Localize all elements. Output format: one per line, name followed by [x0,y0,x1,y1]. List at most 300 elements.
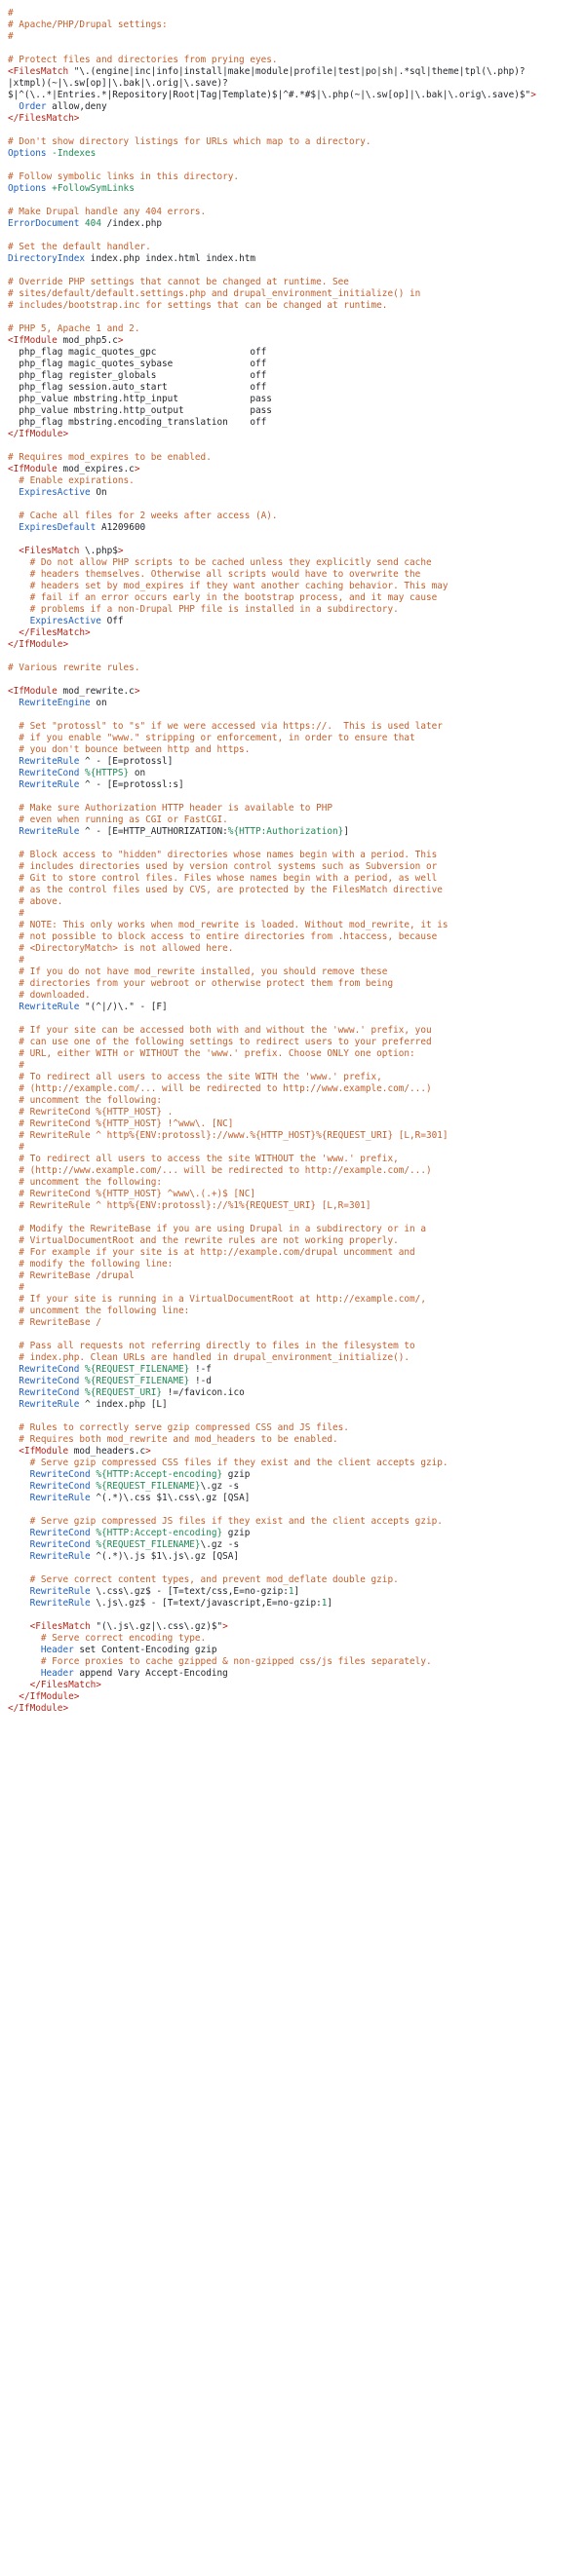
code-token: # Serve gzip compressed CSS files if they exist and the client accepts gzip. [8,1458,448,1468]
code-line [8,1329,575,1341]
code-token [8,627,19,638]
code-token: </IfModule> [19,1691,80,1702]
code-token: "(^|/)\." - [F] [79,1002,168,1012]
code-token: > [134,686,140,697]
code-line [8,1200,575,1212]
code-line [8,265,575,277]
code-token [8,826,19,837]
code-token: RewriteRule [29,1551,91,1562]
code-token: Order [19,101,47,112]
code-token: php_flag magic_quotes_gpc off [8,347,267,358]
code-token: %{REQUEST_FILENAME} [85,1376,190,1386]
code-line [8,663,575,674]
code-line [8,253,575,265]
code-token [8,1551,30,1562]
code-line [8,873,575,885]
code-token: +FollowSymLinks [52,183,135,194]
code-line [8,1048,575,1060]
code-token: </IfModule> [8,1703,69,1714]
code-token: # (http://example.com/... will be redirected to http://www.example.com/...) [8,1083,432,1094]
code-token: # RewriteCond %{HTTP_HOST} ^www\.(.+)$ [NC] [8,1189,255,1199]
code-line [8,1691,575,1703]
code-line [8,931,575,943]
code-token: # Various rewrite rules. [8,663,140,673]
code-token: %{HTTPS} [85,768,130,778]
code-line [8,1002,575,1013]
code-token: <IfModule [8,464,58,474]
code-token: # headers set by mod_expires if they want another caching behavior. This may [8,581,448,591]
code-line [8,1118,575,1130]
code-token: \.css\.gz$ - [T=text/css,E=no-gzip: [90,1586,289,1597]
code-token: # downloaded. [8,990,91,1001]
code-line [8,230,575,242]
code-line [8,1422,575,1434]
code-token: RewriteCond [29,1539,91,1550]
code-line [8,359,575,370]
code-token: # Requires both mod_rewrite and mod_headers to be enabled. [8,1434,338,1445]
code-line [8,1680,575,1691]
code-line [8,721,575,733]
code-line [8,323,575,335]
code-line [8,920,575,931]
code-line [8,1574,575,1586]
code-token: # directories from your webroot or otherwise protect them from being [8,978,394,989]
code-line [8,1399,575,1411]
code-token: /index.php [100,218,163,229]
code-line [8,896,575,908]
code-line [8,218,575,230]
code-token [8,616,30,626]
code-token: RewriteRule [29,1493,91,1503]
code-token: Off [100,616,124,626]
code-token: RewriteRule [19,779,80,790]
code-line [8,651,575,663]
code-token: RewriteRule [29,1586,91,1597]
code-token [8,1364,19,1375]
code-line [8,1364,575,1376]
code-token: > [117,335,124,346]
code-line [8,733,575,744]
code-token [8,1002,19,1012]
code-token: ErrorDocument [8,218,80,229]
code-line [8,1107,575,1118]
code-token [8,756,19,767]
code-line [8,698,575,709]
code-token: ^ - [E=protossl:s] [79,779,184,790]
code-token: <IfModule [8,335,58,346]
code-line [8,78,575,90]
code-token: # fail if an error occurs early in the bootstrap process, and it may cause [8,592,438,603]
code-line [8,101,575,113]
code-token: # <DirectoryMatch> is not allowed here. [8,943,234,954]
code-token: > [530,90,536,100]
code-token: php_flag mbstring.encoding_translation off [8,417,267,428]
code-token: RewriteCond [19,1364,80,1375]
code-token: > [222,1621,228,1632]
code-token [8,101,19,112]
code-line [8,405,575,417]
code-token: %{REQUEST_URI} [85,1387,163,1398]
code-token: # Set "protossl" to "s" if we were accessed via https://. This is used later [8,721,443,732]
code-token: <FilesMatch [29,1621,91,1632]
code-token: # Serve gzip compressed JS files if they exist and the client accepts gzip. [8,1516,443,1527]
code-line [8,66,575,78]
code-line [8,148,575,160]
code-line [8,1645,575,1656]
code-line [8,8,575,19]
code-token [8,1668,41,1679]
code-line [8,1095,575,1107]
code-token: # To redirect all users to access the site WITH the 'www.' prefix, [8,1072,382,1082]
code-line [8,955,575,966]
code-line [8,966,575,978]
code-token: RewriteEngine [19,698,91,708]
code-token: # VirtualDocumentRoot and the rewrite rules are not working properly. [8,1235,399,1246]
code-line [8,1282,575,1294]
code-token: # Serve correct content types, and prevent mod_deflate double gzip. [8,1574,399,1585]
code-line [8,1083,575,1095]
code-line [8,288,575,300]
code-line [8,1539,575,1551]
code-line [8,1013,575,1025]
code-token: RewriteCond [19,1387,80,1398]
code-token: # not possible to block access to entire directories from .htaccess, because [8,931,438,942]
code-line [8,943,575,955]
code-line [8,861,575,873]
code-token: <FilesMatch [19,546,80,556]
code-line [8,1142,575,1154]
code-line [8,1177,575,1189]
code-token: # sites/default/default.settings.php and drupal_environment_initialize() in [8,288,421,299]
code-token: # Pass all requests not referring directly to files in the filesystem to [8,1341,415,1351]
code-token: # uncomment the following: [8,1095,163,1106]
code-line [8,125,575,136]
code-line [8,768,575,779]
code-line [8,160,575,171]
code-token: 1 [321,1598,328,1609]
code-line [8,1621,575,1633]
code-line [8,1387,575,1399]
code-token: # RewriteRule ^ http%{ENV:protossl}://www.%{HTTP_HOST}%{REQUEST_URI} [L,R=301] [8,1130,448,1141]
code-token: ^(.*)\.js $1\.js\.gz [QSA] [90,1551,240,1562]
code-line [8,1259,575,1270]
code-token: # Protect files and directories from prying eyes. [8,55,278,65]
code-line [8,569,575,581]
code-token: ^ - [E=protossl] [79,756,174,767]
code-line [8,136,575,148]
code-token [8,779,19,790]
code-line [8,1270,575,1282]
code-line [8,990,575,1002]
code-token: RewriteRule [19,1399,80,1410]
code-token [8,1645,41,1655]
code-line [8,335,575,347]
code-token: %{REQUEST_FILENAME} [96,1481,201,1492]
code-line [8,592,575,604]
code-token [8,698,19,708]
code-token: # Follow symbolic links in this directory. [8,171,240,182]
code-line [8,779,575,791]
code-token: %{REQUEST_FILENAME} [96,1539,201,1550]
code-token: \.js\.gz$ - [T=text/javascript,E=no-gzip: [90,1598,322,1609]
code-token: Options [8,183,47,194]
code-line [8,604,575,616]
code-token: %{REQUEST_FILENAME} [85,1364,190,1375]
code-token: > [117,546,124,556]
code-line [8,475,575,487]
code-line [8,242,575,253]
code-line [8,546,575,557]
code-token: -Indexes [52,148,97,159]
code-line [8,1434,575,1446]
code-line [8,1411,575,1422]
code-line [8,382,575,394]
code-token [8,1387,19,1398]
code-token [8,487,19,498]
code-token: <IfModule [19,1446,69,1457]
code-token: RewriteCond [29,1469,91,1480]
code-line [8,557,575,569]
code-line [8,1235,575,1247]
code-line [8,1598,575,1610]
code-token: ^(.*)\.css $1\.css\.gz [QSA] [90,1493,251,1503]
code-token: # RewriteBase /drupal [8,1270,135,1281]
code-token: A1209600 [96,522,146,533]
code-token: index.php index.html index.htm [85,253,256,264]
code-line [8,1551,575,1563]
code-line [8,1586,575,1598]
code-token [8,546,19,556]
code-token: %{HTTP:Accept-encoding} [96,1469,223,1480]
code-line [8,1060,575,1072]
code-line [8,1037,575,1048]
code-token: # If your site is running in a VirtualDocumentRoot at http://example.com/, [8,1294,426,1305]
code-token: # [8,1282,24,1293]
code-token: > [145,1446,151,1457]
code-token: # [8,1060,24,1071]
code-token: # If you do not have mod_rewrite installed, you should remove these [8,966,388,977]
code-token: # Git to store control files. Files whose names begin with a period, as well [8,873,438,884]
code-line [8,581,575,592]
code-line [8,277,575,288]
code-token: # [8,8,14,19]
code-token: # [8,31,14,42]
code-token: # you don't bounce between http and https. [8,744,251,755]
code-line [8,171,575,183]
code-line [8,639,575,651]
code-token: php_flag session.auto_start off [8,382,267,393]
code-line [8,417,575,429]
code-token: gzip [222,1469,251,1480]
code-token: 404 [85,218,101,229]
code-token [8,1481,30,1492]
code-token: # Modify the RewriteBase if you are using Drupal in a subdirectory or in a [8,1224,426,1234]
code-token [8,1598,30,1609]
code-token [8,1586,30,1597]
code-token: # PHP 5, Apache 1 and 2. [8,323,140,334]
code-line [8,534,575,546]
code-token: </FilesMatch> [29,1680,101,1690]
code-token [8,1399,19,1410]
code-line [8,803,575,814]
code-token: # Requires mod_expires to be enabled. [8,452,212,463]
code-line [8,347,575,359]
code-line [8,885,575,896]
code-line [8,1563,575,1574]
code-token: # above. [8,896,63,907]
code-line [8,1294,575,1306]
code-token: mod_rewrite.c [57,686,135,697]
code-line [8,616,575,627]
code-token: RewriteCond [29,1528,91,1538]
code-line [8,1352,575,1364]
code-line [8,1212,575,1224]
code-line [8,744,575,756]
code-line [8,826,575,838]
code-token: mod_expires.c [57,464,135,474]
code-token [8,1376,19,1386]
code-token: # Enable expirations. [8,475,135,486]
code-line [8,487,575,499]
code-token: # Do not allow PHP scripts to be cached unless they explicitly send cache [8,557,432,568]
code-line [8,1516,575,1528]
code-token: RewriteCond [19,1376,80,1386]
code-token: # Make sure Authorization HTTP header is available to PHP [8,803,333,814]
code-line [8,1025,575,1037]
code-line [8,1446,575,1458]
code-token: %{HTTP:Accept-encoding} [96,1528,223,1538]
code-token: ExpiresActive [19,487,91,498]
code-token: # problems if a non-Drupal PHP file is installed in a subdirectory. [8,604,399,615]
code-token: \.php$ [79,546,118,556]
code-line [8,814,575,826]
code-token: # [8,1142,24,1153]
code-token: 1 [288,1586,294,1597]
code-token: # Serve correct encoding type. [8,1633,207,1644]
code-line [8,1504,575,1516]
code-token: # uncomment the following line: [8,1306,190,1316]
code-token: RewriteCond [19,768,80,778]
code-line [8,1154,575,1165]
code-line [8,1224,575,1235]
code-token: $|^(\..*|Entries.*|Repository|Root|Tag|Template)$|^#.*#$|\.php(~|\.sw[op]|\.bak|\.orig\.save)$" [8,90,531,100]
code-line [8,1610,575,1621]
code-token: Options [8,148,47,159]
code-token [8,768,19,778]
code-token: %{HTTP:Authorization} [227,826,344,837]
code-token: DirectoryIndex [8,253,86,264]
code-line [8,838,575,850]
code-line [8,19,575,31]
code-token: mod_headers.c [68,1446,146,1457]
code-line [8,978,575,990]
code-token: !=/favicon.ico [162,1387,245,1398]
code-token: # RewriteCond %{HTTP_HOST} !^www\. [NC] [8,1118,234,1129]
code-token: append Vary Accept-Encoding [73,1668,228,1679]
code-line [8,1072,575,1083]
code-token: # uncomment the following: [8,1177,163,1188]
code-token: # Cache all files for 2 weeks after access (A). [8,511,278,521]
code-line [8,195,575,207]
code-token: # RewriteRule ^ http%{ENV:protossl}://%1%{REQUEST_URI} [L,R=301] [8,1200,371,1211]
code-line [8,686,575,698]
code-line [8,709,575,721]
code-token: php_value mbstring.http_output pass [8,405,272,416]
code-token: php_value mbstring.http_input pass [8,394,272,404]
code-line [8,1247,575,1259]
code-token: <IfModule [8,686,58,697]
code-line [8,1341,575,1352]
code-token: Header [40,1668,74,1679]
code-token: On [90,487,107,498]
code-line [8,1481,575,1493]
code-token: </IfModule> [8,639,69,650]
code-token: "\.(engine|inc|info|install|make|module|profile|test|po|sh|.*sql|theme|tpl(\.php)? [73,66,526,77]
code-token: # headers themselves. Otherwise all scripts would have to overwrite the [8,569,421,580]
code-line [8,1656,575,1668]
code-token: </FilesMatch> [19,627,91,638]
code-token: RewriteRule [19,826,80,837]
code-token: # For example if your site is at http://example.com/drupal uncomment and [8,1247,415,1258]
code-token: gzip [222,1528,251,1538]
code-line [8,312,575,323]
code-line [8,464,575,475]
code-token: mod_php5.c [57,335,118,346]
code-token: # Rules to correctly serve gzip compressed CSS and JS files. [8,1422,349,1433]
code-token: # Force proxies to cache gzipped & non-gzipped css/js files separately. [8,1656,432,1667]
code-token: </FilesMatch> [8,113,80,124]
code-line [8,1376,575,1387]
code-token: on [90,698,107,708]
code-token: RewriteRule [29,1598,91,1609]
code-token: ExpiresActive [29,616,101,626]
code-line [8,1306,575,1317]
code-line [8,1458,575,1469]
code-line [8,183,575,195]
code-line [8,43,575,55]
code-line [8,1317,575,1329]
code-token [8,1493,30,1503]
code-line [8,1633,575,1645]
code-token: # RewriteCond %{HTTP_HOST} . [8,1107,174,1118]
code-token: # Set the default handler. [8,242,151,252]
code-token: \.gz -s [200,1539,240,1550]
code-token: # index.php. Clean URLs are handled in drupal_environment_initialize(). [8,1352,410,1363]
code-token: ^ index.php [L] [79,1399,168,1410]
code-token: # Override PHP settings that cannot be changed at runtime. See [8,277,349,287]
code-token [8,1446,19,1457]
code-line [8,627,575,639]
code-token: # URL, either WITH or WITHOUT the 'www.' prefix. Choose ONLY one option: [8,1048,415,1059]
code-line [8,113,575,125]
code-line [8,522,575,534]
code-token: RewriteRule [19,1002,80,1012]
code-line [8,1493,575,1504]
code-line [8,429,575,440]
code-token: # can use one of the following settings to redirect users to your preferred [8,1037,432,1047]
code-token: # RewriteBase / [8,1317,101,1328]
code-token: # To redirect all users to access the site WITHOUT the 'www.' prefix, [8,1154,399,1164]
code-line [8,511,575,522]
code-line [8,1189,575,1200]
code-token: Header [40,1645,74,1655]
code-token: # if you enable "www." stripping or enforcement, in order to ensure that [8,733,415,743]
code-token: ] [327,1598,333,1609]
code-line [8,850,575,861]
code-token: # [8,908,24,919]
code-line [8,370,575,382]
code-line [8,1528,575,1539]
